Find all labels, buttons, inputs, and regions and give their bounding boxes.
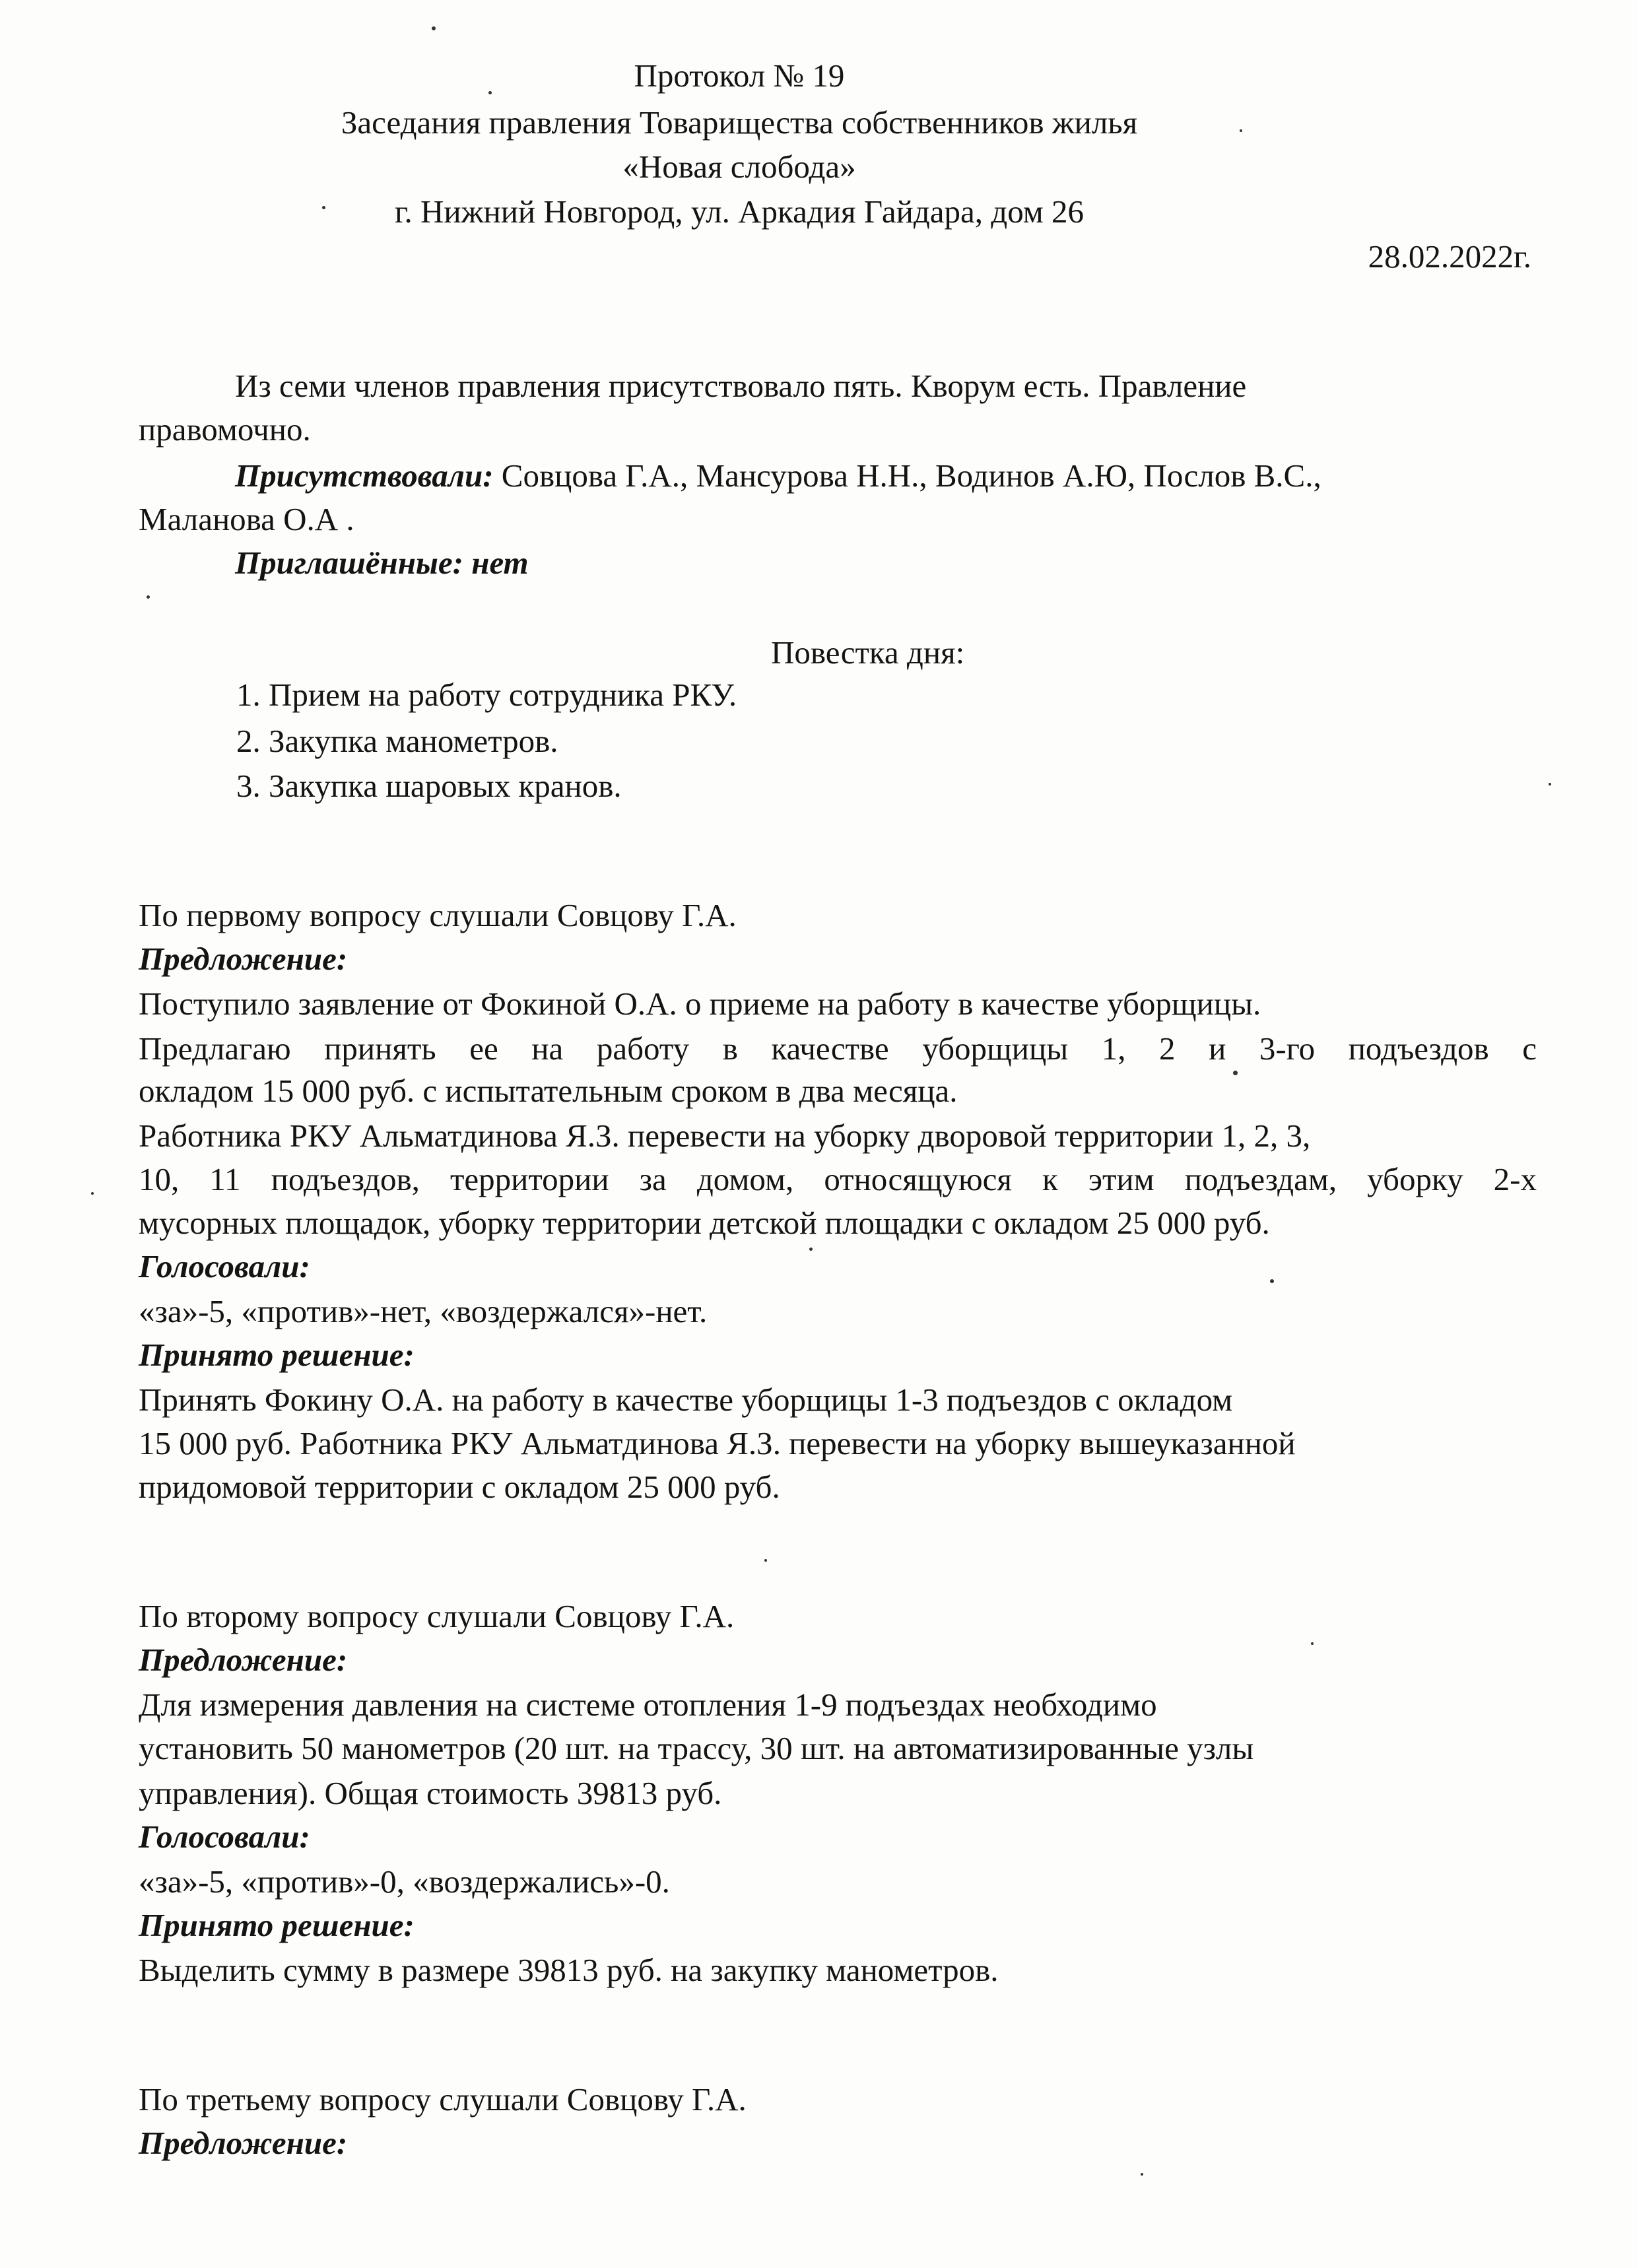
question3-proposal-label: Предложение: <box>139 2125 348 2161</box>
agenda-item: 2. Закупка манометров. <box>236 723 558 759</box>
question2-vote: «за»-5, «против»-0, «воздержались»-0. <box>139 1863 670 1900</box>
scan-speck <box>322 206 325 209</box>
protocol-title: Протокол № 19 <box>634 57 845 94</box>
question2-proposal-line: установить 50 манометров (20 шт. на трассу, 30 шт. на автоматизированные узлы <box>139 1730 1254 1766</box>
scan-speck <box>1270 1279 1274 1283</box>
question1-proposal-line: Предлагаю принять ее на работу в качестве уборщицы 1, 2 и 3-го подъездов с <box>139 1030 1537 1067</box>
question1-decision-line: 15 000 руб. Работника РКУ Альматдинова Я.З. перевести на уборку вышеуказанной <box>139 1425 1296 1461</box>
protocol-subtitle-line1: Заседания правления Товарищества собственников жилья <box>341 104 1138 141</box>
scan-speck <box>488 91 492 94</box>
question2-decision-line: Выделить сумму в размере 39813 руб. на закупку манометров. <box>139 1952 999 1988</box>
present-line1 <box>235 455 1321 496</box>
scan-speck <box>1141 2173 1143 2176</box>
agenda-item: 1. Прием на работу сотрудника РКУ. <box>236 677 737 713</box>
question1-vote: «за»-5, «против»-нет, «воздержался»-нет. <box>139 1293 708 1329</box>
invited-line: Приглашённые: нет <box>235 545 529 581</box>
quorum-line1: Из семи членов правления присутствовало пять. Кворум есть. Правление <box>235 368 1247 404</box>
present-names-line2: Маланова О.А . <box>139 501 354 537</box>
question1-decision-line: придомовой территории с окладом 25 000 руб. <box>139 1469 780 1505</box>
question1-proposal-line: 10, 11 подъездов, территории за домом, относящуюся к этим подъездам, уборку 2-х <box>139 1161 1537 1197</box>
protocol-subtitle-line2: «Новая слобода» <box>622 149 856 185</box>
question1-voted-label: Голосовали: <box>139 1248 310 1284</box>
question2-decision-label: Принято решение: <box>139 1907 415 1943</box>
agenda-title: Повестка дня: <box>771 634 965 671</box>
question3-heard: По третьему вопросу слушали Совцову Г.А. <box>139 2081 747 2118</box>
question2-proposal-line: управления). Общая стоимость 39813 руб. <box>139 1775 722 1811</box>
question1-proposal-label: Предложение: <box>139 941 348 977</box>
present-names-line1: Совцова Г.А., Мансурова Н.Н., Водинов А.Ю, Послов В.С., <box>493 457 1321 494</box>
scan-speck <box>764 1559 767 1562</box>
scan-speck <box>1240 129 1242 132</box>
question1-decision-line: Принять Фокину О.А. на работу в качестве уборщицы 1-3 подъездов с окладом <box>139 1382 1233 1418</box>
protocol-address: г. Нижний Новгород, ул. Аркадия Гайдара, дом 26 <box>394 193 1085 230</box>
question2-proposal-label: Предложение: <box>139 1642 348 1678</box>
scan-speck <box>91 1192 94 1195</box>
question2-heard: По второму вопросу слушали Совцову Г.А. <box>139 1598 735 1634</box>
scan-speck <box>809 1248 813 1251</box>
question2-proposal-line: Для измерения давления на системе отопления 1-9 подъездах необходимо <box>139 1686 1157 1723</box>
agenda-item: 3. Закупка шаровых кранов. <box>236 768 622 804</box>
quorum-line2: правомочно. <box>139 411 311 448</box>
present-label: Присутствовали: <box>235 457 494 494</box>
question1-proposal-line: окладом 15 000 руб. с испытательным сроком в два месяца. <box>139 1073 958 1109</box>
scan-speck <box>1311 1642 1314 1645</box>
question1-decision-label: Принято решение: <box>139 1337 415 1373</box>
scan-speck <box>1549 783 1551 785</box>
question2-voted-label: Голосовали: <box>139 1818 310 1855</box>
question1-heard: По первому вопросу слушали Совцову Г.А. <box>139 897 737 933</box>
scan-speck <box>147 595 150 599</box>
scan-speck <box>1233 1071 1238 1075</box>
scan-speck <box>432 26 436 30</box>
question1-proposal-line: мусорных площадок, уборку территории детской площадки с окладом 25 000 руб. <box>139 1205 1270 1241</box>
question1-proposal-line: Поступило заявление от Фокиной О.А. о приеме на работу в качестве уборщицы. <box>139 985 1261 1022</box>
protocol-date: 28.02.2022г. <box>1368 238 1531 275</box>
question1-proposal-line: Работника РКУ Альматдинова Я.З. перевести на уборку дворовой территории 1, 2, 3, <box>139 1117 1311 1154</box>
